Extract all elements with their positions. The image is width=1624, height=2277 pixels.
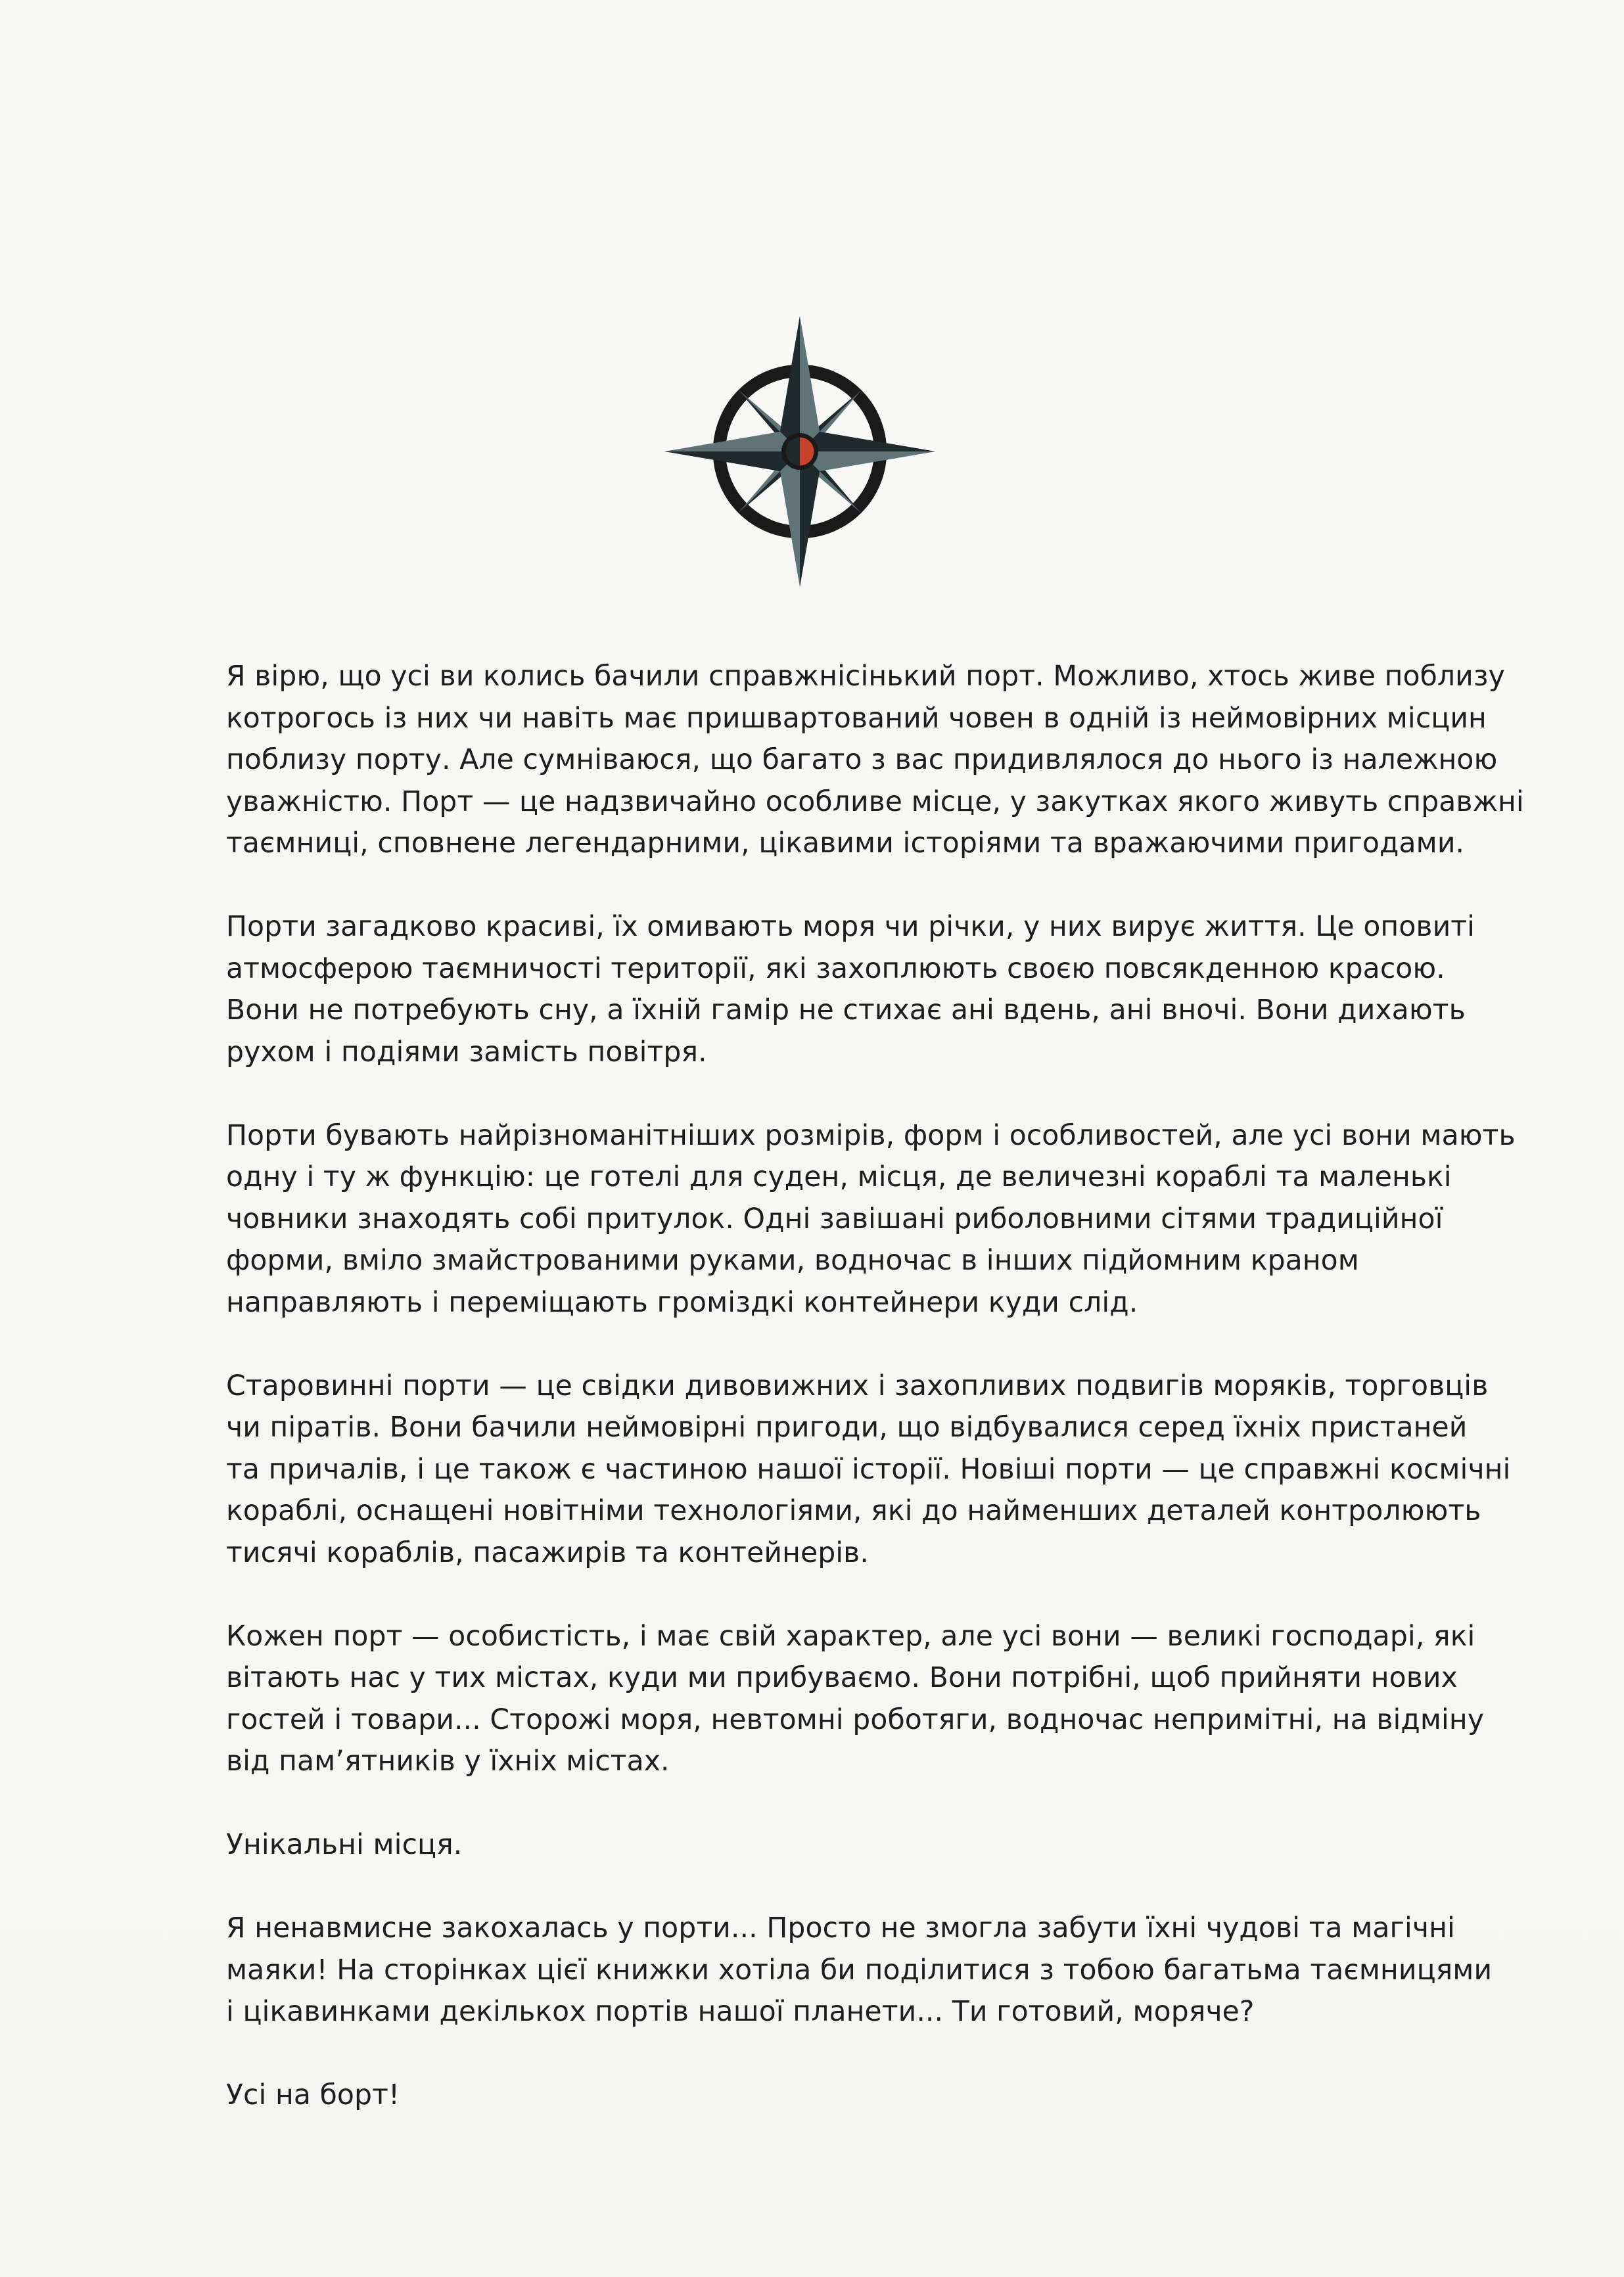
text-line: вітають нас у тих містах, куди ми прибуваємо. Вони потрібні, щоб прийняти нових	[226, 1662, 1458, 1694]
text-line: маяки! На сторінках цієї книжки хотіла би поділитися з тобою багатьма таємницями	[226, 1954, 1493, 1987]
text-line: форми, вміло змайстрованими руками, водночас в інших підйомним краном	[226, 1245, 1359, 1277]
text-line: Вони не потребують сну, а їхній гамір не стихає ані вдень, ані вночі. Вони дихають	[226, 994, 1466, 1026]
intro-text	[226, 656, 1524, 2158]
compass-point-s-light	[780, 451, 800, 587]
text-line: від пам’ятників у їхніх містах.	[226, 1745, 670, 1778]
text-line: котрогось із них чи навіть має пришвартований човен в одній із неймовірних місцин	[226, 702, 1487, 735]
text-line: Я ненавмисне закохалась у порти... Просто не змогла забути їхні чудові та магічні	[226, 1912, 1455, 1944]
text-line: поблизу порту. Але сумніваюся, що багато з вас придивлялося до нього із належною	[226, 744, 1498, 776]
compass-point-n-dark	[780, 316, 800, 451]
text-line: чи піратів. Вони бачили неймовірні пригоди, що відбувалися серед їхніх пристаней	[226, 1412, 1468, 1444]
paragraph	[226, 1824, 1422, 1866]
text-line: Я вірю, що усі ви колись бачили справжнісінький порт. Можливо, хтось живе поблизу	[226, 660, 1505, 693]
text-line: і цікавинками декількох портів нашої планети... Ти готовий, моряче?	[226, 1996, 1255, 2028]
text-line: одну і ту ж функцію: це готелі для суден, місця, де величезні кораблі та маленькі	[226, 1161, 1452, 1193]
compass-point-w-dark	[664, 451, 800, 471]
text-line: тисячі кораблів, пасажирів та контейнерів.	[226, 1536, 869, 1569]
paragraph	[226, 656, 1524, 865]
text-line: Старовинні порти — це свідки дивовижних і захопливих подвигів моряків, торговців	[226, 1369, 1489, 1402]
text-line: атмосферою таємничості території, які захоплюють своєю повсякденною красою.	[226, 952, 1445, 985]
compass-point-n-light	[800, 316, 820, 451]
paragraph	[226, 906, 1475, 1073]
text-line: Порти загадково красиві, їх омивають моря чи річки, у них вирує життя. Це оповиті	[226, 911, 1475, 943]
paragraph	[226, 1616, 1485, 1783]
text-line: рухом і подіями замість повітря.	[226, 1036, 707, 1069]
text-line: Кожен порт — особистість, і має свій характер, але усі вони — великі господарі, які	[226, 1620, 1475, 1653]
text-line: уважністю. Порт — це надзвичайно особливе місце, у закутках якого живуть справжні	[226, 785, 1524, 818]
text-line: Усі на борт!	[226, 2079, 400, 2111]
compass-point-s-dark	[800, 451, 820, 587]
compass-point-e-light	[800, 451, 935, 471]
paragraph	[226, 1366, 1511, 1575]
text-line: та причалів, і це також є частиною нашої історії. Новіші порти — це справжні космічні	[226, 1453, 1511, 1486]
text-line: Порти бувають найрізноманітніших розмірів, форм і особливостей, але усі вони мають	[226, 1119, 1516, 1152]
text-line: човники знаходять собі притулок. Одні завішані риболовними сітями традиційної	[226, 1203, 1443, 1235]
compass-rose-icon	[659, 310, 941, 593]
text-line: направляють і переміщають громіздкі контейнери куди слід.	[226, 1286, 1138, 1319]
text-line: таємниці, сповнене легендарними, цікавими історіями та вражаючими пригодами.	[226, 827, 1465, 860]
paragraph	[226, 1908, 1493, 2033]
text-line: Унікальні місця.	[226, 1829, 463, 1861]
text-line: гостей і товари... Сторожі моря, невтомні роботяги, водночас непримітні, на відміну	[226, 1703, 1485, 1736]
compass-point-e-dark	[800, 432, 935, 451]
compass-point-w-light	[664, 432, 800, 451]
text-line: кораблі, оснащені новітніми технологіями, які до найменших деталей контролюють	[226, 1495, 1481, 1527]
paragraph	[226, 2075, 1422, 2117]
paragraph	[226, 1115, 1516, 1324]
